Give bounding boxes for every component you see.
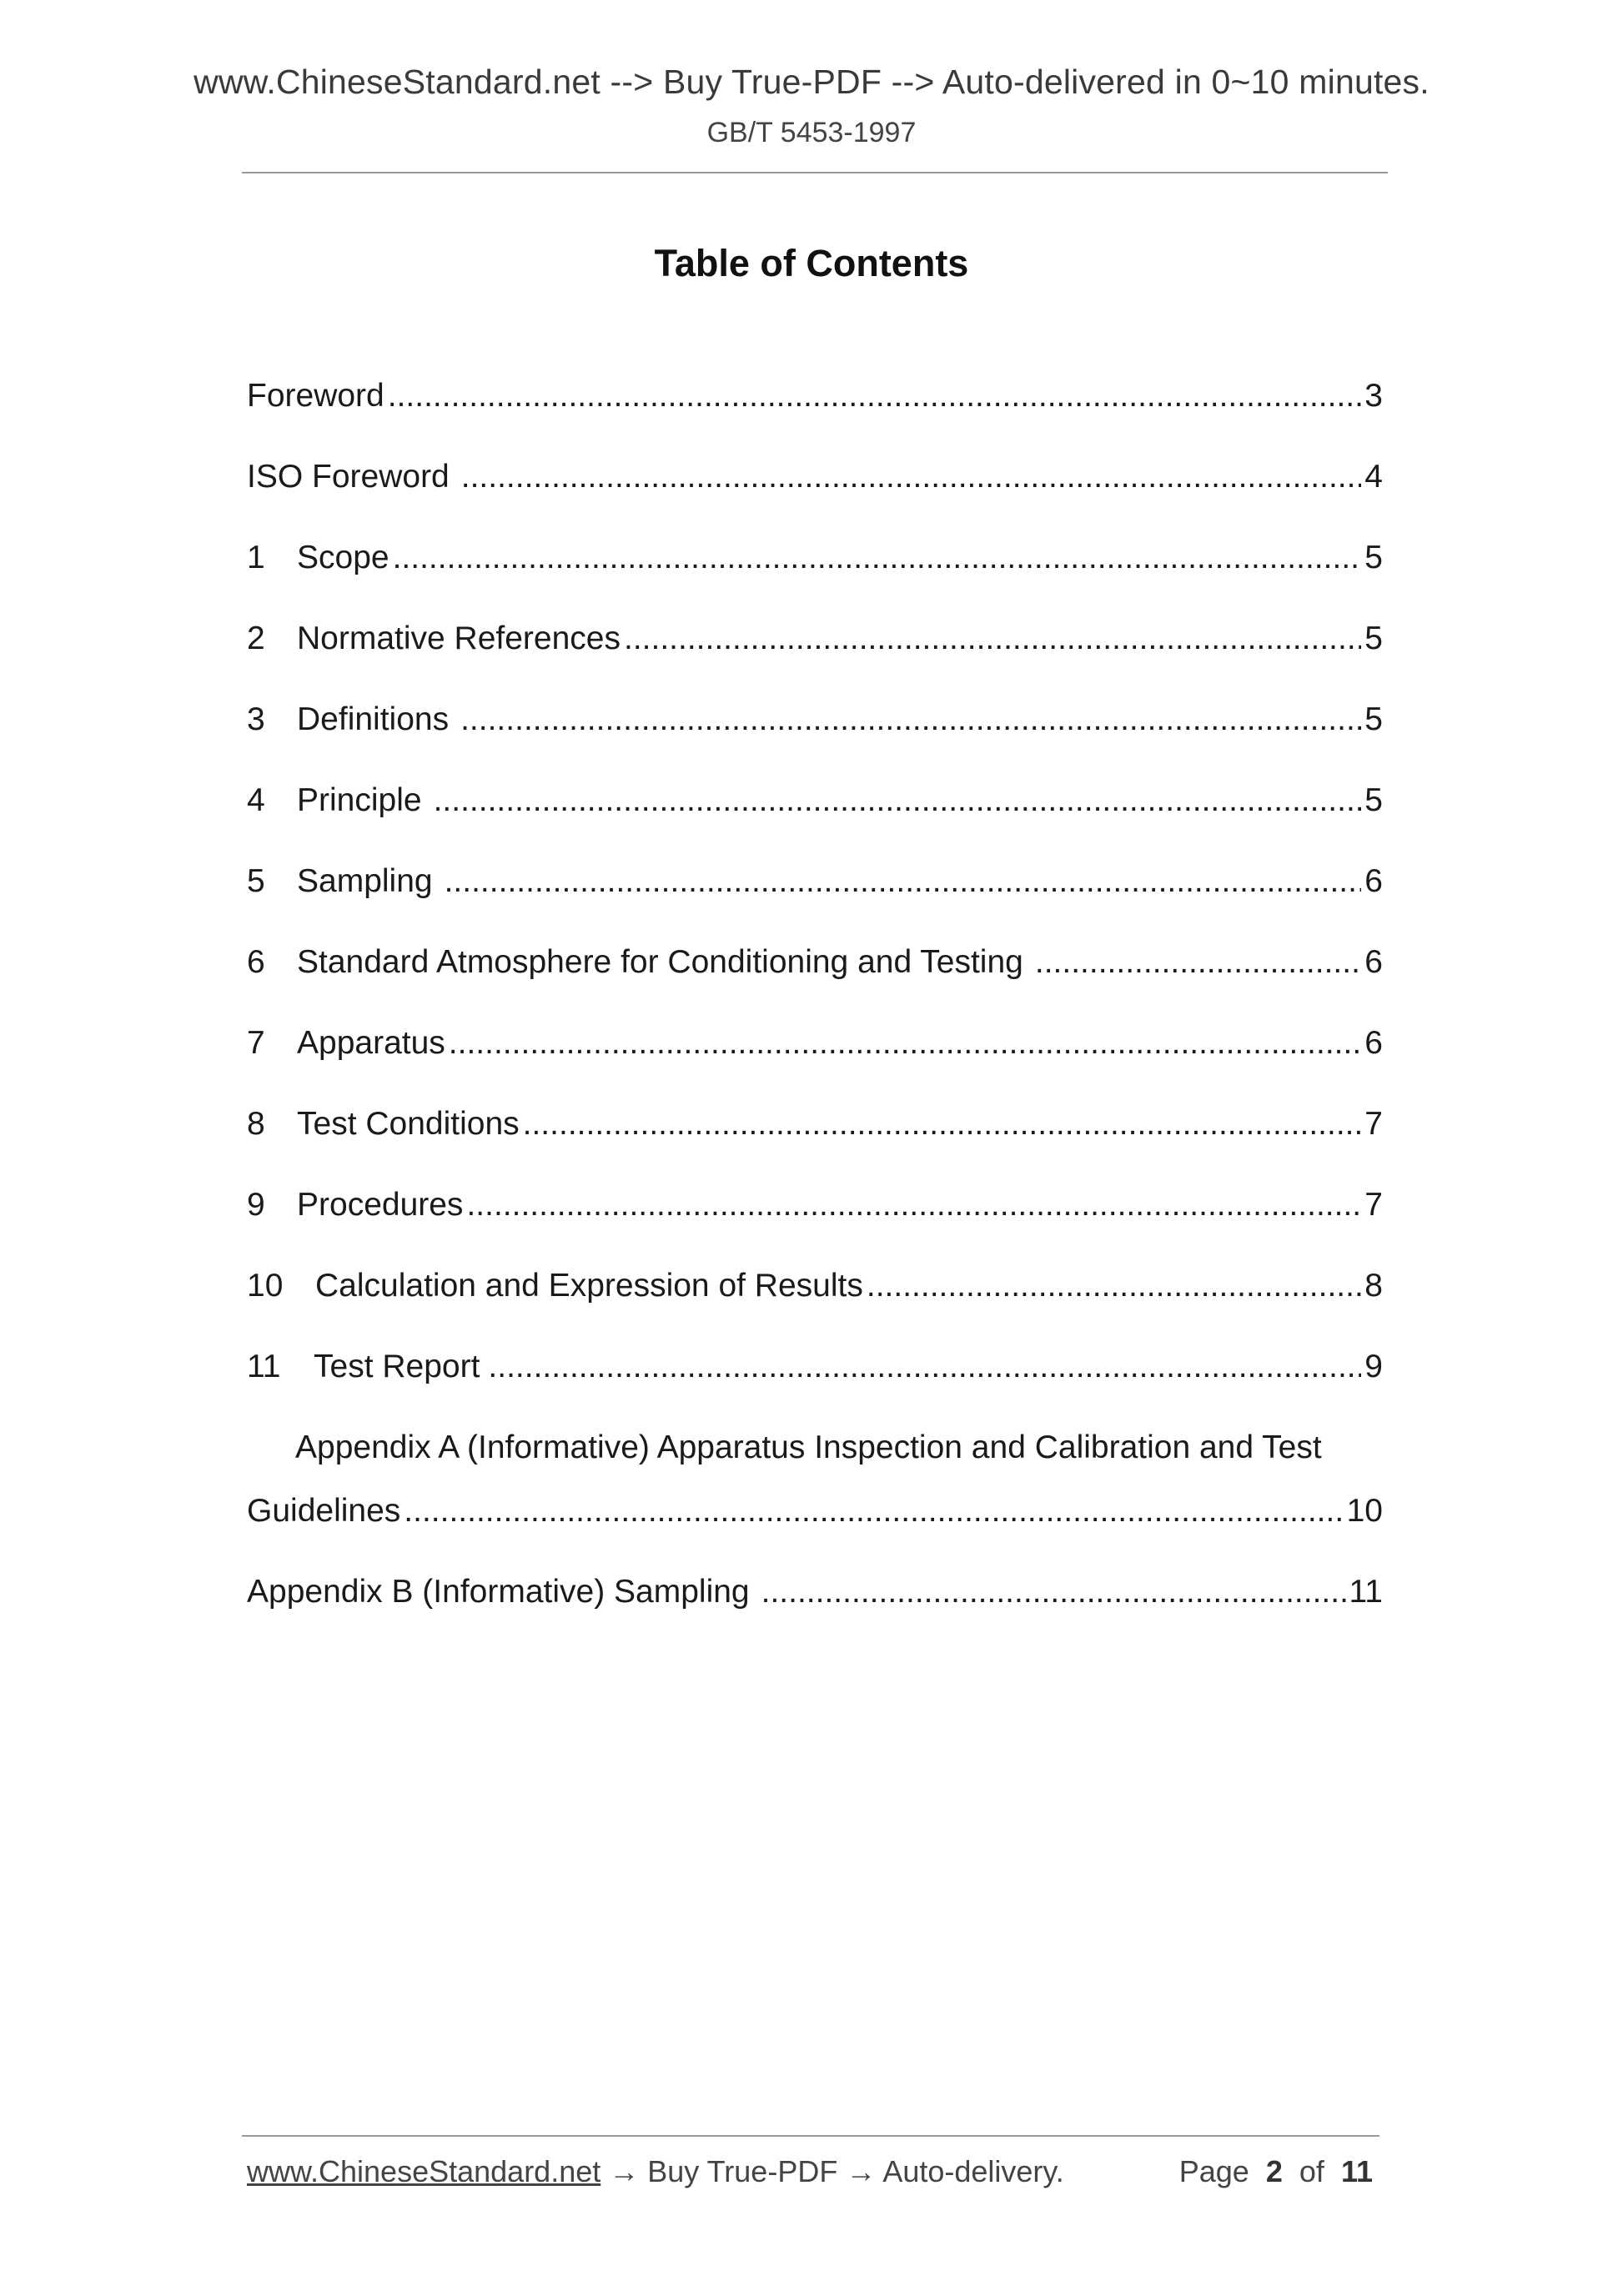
toc-entry-scope[interactable] [247, 540, 1383, 590]
dot-leader [867, 1268, 1361, 1304]
toc-entry-appendix-a-line1[interactable] [247, 1429, 1383, 1480]
toc-entry-page: 9 [1364, 1349, 1383, 1384]
toc-entry-apparatus[interactable] [247, 1025, 1383, 1075]
toc-entry-page: 6 [1364, 1025, 1383, 1061]
toc-title: Table of Contents [654, 242, 969, 284]
toc-entry-label: Calculation and Expression of Results [315, 1268, 863, 1304]
current-page-number: 2 [1265, 2154, 1283, 2188]
toc-entry-page: 7 [1364, 1187, 1383, 1223]
toc-entry-number: 6 [247, 944, 265, 980]
of-word: of [1299, 2154, 1324, 2188]
toc-entry-page: 3 [1364, 378, 1383, 414]
dot-leader [523, 1106, 1362, 1143]
dot-leader [404, 1493, 1343, 1530]
toc-entry-appendix-a-line2[interactable] [247, 1493, 1383, 1543]
toc-entry-appendix-b[interactable] [247, 1574, 1383, 1624]
toc-entry-number: 9 [247, 1187, 265, 1223]
toc-entry-calculation[interactable] [247, 1268, 1383, 1318]
toc-entry-page: 6 [1364, 863, 1383, 899]
toc-entry-label: Standard Atmosphere for Conditioning and Testing [297, 944, 1023, 980]
toc-entry-page: 5 [1364, 782, 1383, 818]
toc-entry-page: 11 [1349, 1574, 1383, 1610]
toc-entry-number: 2 [247, 620, 265, 656]
dot-leader [466, 1187, 1361, 1223]
toc-entry-label: Sampling [297, 863, 433, 899]
dot-leader [434, 782, 1362, 819]
toc-entry-number: 1 [247, 540, 265, 575]
footer-divider [242, 2135, 1379, 2137]
toc-entry-page: 6 [1364, 944, 1383, 980]
toc-entry-page: 5 [1364, 620, 1383, 656]
toc-entry-procedures[interactable] [247, 1187, 1383, 1237]
toc-entry-number: 11 [247, 1349, 281, 1384]
toc-entry-page: 7 [1364, 1106, 1383, 1142]
toc-entry-label: Foreword [247, 378, 384, 414]
toc-entry-standard-atmosphere[interactable] [247, 944, 1383, 994]
toc-entry-label: Scope [297, 540, 389, 575]
toc-entry-page: 8 [1364, 1268, 1383, 1304]
dot-leader [624, 620, 1361, 657]
toc-entry-label: Appendix B (Informative) Sampling [247, 1574, 750, 1610]
toc-entry-test-report[interactable] [247, 1349, 1383, 1399]
page-footer [247, 2154, 1379, 2196]
page-word: Page [1178, 2154, 1249, 2188]
dot-leader [393, 540, 1362, 576]
header-divider [242, 172, 1388, 173]
toc-entry-principle[interactable] [247, 782, 1383, 832]
toc-entry-page: 10 [1346, 1493, 1383, 1529]
toc-entry-number: 8 [247, 1106, 265, 1142]
toc-entry-label: Procedures [297, 1187, 464, 1223]
toc-entry-label: Test Report [314, 1349, 480, 1384]
dot-leader [1035, 944, 1361, 981]
toc-entry-label: Appendix A (Informative) Apparatus Inspection and Calibration and Test [295, 1429, 1322, 1465]
toc-entry-definitions[interactable] [247, 701, 1383, 751]
footer-site-link[interactable]: www.ChineseStandard.net [247, 2154, 601, 2188]
dot-leader [388, 378, 1362, 414]
footer-promo [247, 2154, 1064, 2189]
toc-entry-number: 10 [247, 1268, 284, 1304]
toc-entry-iso-foreword[interactable] [247, 459, 1383, 509]
toc-entry-normative-references[interactable] [247, 620, 1383, 671]
toc-entry-page: 4 [1364, 459, 1383, 495]
dot-leader [761, 1574, 1346, 1610]
toc-entry-number: 5 [247, 863, 265, 899]
toc-entry-label: Apparatus [297, 1025, 445, 1061]
toc-entry-label: Principle [297, 782, 422, 818]
toc-entry-label: ISO Foreword [247, 459, 450, 495]
toc-entry-label: Definitions [297, 701, 450, 737]
toc-entry-number: 3 [247, 701, 265, 737]
dot-leader [449, 1025, 1362, 1062]
toc-entry-label: Test Conditions [297, 1106, 520, 1142]
toc-entry-page: 5 [1364, 540, 1383, 575]
toc-entry-sampling[interactable] [247, 863, 1383, 913]
dot-leader [461, 459, 1362, 495]
toc-entry-test-conditions[interactable] [247, 1106, 1383, 1156]
toc-entry-page: 5 [1364, 701, 1383, 737]
toc-entry-number: 7 [247, 1025, 265, 1061]
footer-promo-text: → Buy True-PDF → Auto-delivery. [600, 2154, 1064, 2188]
dot-leader [445, 863, 1362, 900]
page-counter [1179, 2154, 1373, 2189]
toc-entry-number: 4 [247, 782, 265, 818]
standard-code: GB/T 5453-1997 [706, 117, 917, 148]
site-banner[interactable]: www.ChineseStandard.net --> Buy True-PDF --> Auto-delivered in 0~10 minutes. [193, 63, 1430, 101]
toc-entry-foreword[interactable] [247, 378, 1383, 428]
toc-entry-label: Normative References [297, 620, 621, 656]
dot-leader [460, 701, 1361, 738]
toc-entry-label: Guidelines [247, 1493, 401, 1529]
total-pages-number: 11 [1340, 2154, 1373, 2188]
dot-leader [488, 1349, 1361, 1385]
